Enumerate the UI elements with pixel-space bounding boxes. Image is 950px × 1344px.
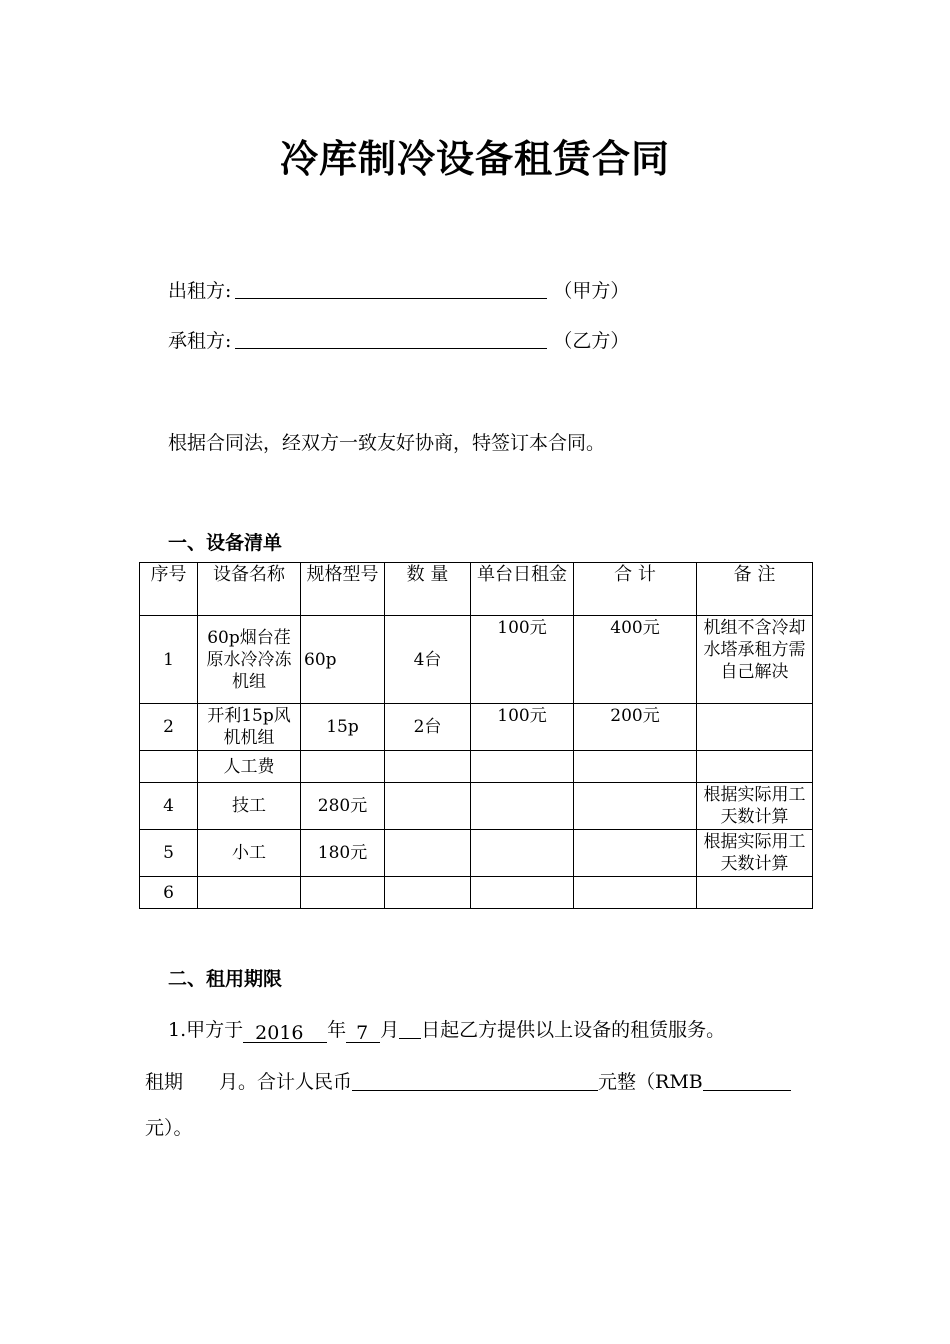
row-equipment-name: 小工 (198, 830, 301, 877)
term-unit: 月。合计人民币 (219, 1071, 353, 1093)
row-equipment-name: 开利15p风机机组 (198, 704, 301, 751)
row-daily-rent (471, 877, 574, 909)
month-unit: 月 (380, 1019, 400, 1041)
row-remark: 机组不含冷却水塔承租方需自己解决 (697, 616, 813, 704)
row-index: 6 (140, 877, 198, 909)
intro-paragraph: 根据合同法，经双方一致友好协商，特签订本合同。 (168, 432, 606, 454)
table-row (140, 704, 813, 751)
row-total (574, 783, 697, 830)
row-spec (301, 877, 385, 909)
row-quantity: 4台 (385, 616, 471, 704)
row-daily-rent (471, 783, 574, 830)
lessee-suffix: （乙方） (553, 330, 630, 352)
row-remark: 根据实际用工天数计算 (697, 830, 813, 877)
clause-1-line-3: 元）。 (145, 1117, 193, 1139)
row-spec: 180元 (301, 830, 385, 877)
contract-title: 冷库制冷设备租赁合同 (279, 137, 670, 181)
clause-1-line-2 (145, 1066, 791, 1096)
header-cell: 序号 (140, 563, 198, 616)
row-quantity (385, 877, 471, 909)
start-year-field[interactable]: 2016 (243, 1019, 327, 1043)
row-index: 2 (140, 704, 198, 751)
row-equipment-name: 60p烟台荏原水冷冷冻机组 (198, 616, 301, 704)
lessor-blank[interactable] (235, 276, 547, 299)
row-spec: 60p (301, 616, 385, 704)
amount-rmb-field[interactable] (352, 1066, 598, 1091)
header-cell: 规格型号 (301, 563, 385, 616)
lessee-blank[interactable] (235, 326, 547, 349)
lessee-line (168, 326, 629, 356)
row-remark: 根据实际用工天数计算 (697, 783, 813, 830)
table-row (140, 783, 813, 830)
lessor-suffix: （甲方） (553, 280, 630, 302)
table-row (140, 830, 813, 877)
amount-rmb-number-field[interactable] (703, 1066, 791, 1091)
row-total: 200元 (574, 704, 697, 751)
section-2-heading: 二、租用期限 (168, 968, 283, 990)
clause-1-line-1 (168, 1014, 725, 1044)
table-row (140, 616, 813, 704)
table-header-row (140, 563, 813, 616)
start-day-field[interactable] (399, 1014, 421, 1039)
table-row (140, 877, 813, 909)
row-quantity: 2台 (385, 704, 471, 751)
day-unit: 日起乙方提供以上设备的租赁服务。 (421, 1019, 726, 1041)
row-total (574, 830, 697, 877)
row-total (574, 751, 697, 783)
year-unit: 年 (327, 1019, 347, 1041)
row-remark (697, 751, 813, 783)
row-spec: 280元 (301, 783, 385, 830)
row-index: 4 (140, 783, 198, 830)
row-remark (697, 877, 813, 909)
amount-unit: 元整（RMB (598, 1071, 703, 1093)
equipment-table (139, 562, 813, 909)
row-spec (301, 751, 385, 783)
header-cell: 设备名称 (198, 563, 301, 616)
section-1-heading: 一、设备清单 (168, 532, 283, 554)
row-quantity (385, 830, 471, 877)
row-quantity (385, 783, 471, 830)
row-equipment-name: 技工 (198, 783, 301, 830)
header-cell: 合 计 (574, 563, 697, 616)
header-cell: 数 量 (385, 563, 471, 616)
row-total: 400元 (574, 616, 697, 704)
row-total (574, 877, 697, 909)
row-daily-rent (471, 830, 574, 877)
row-quantity (385, 751, 471, 783)
clause-1-prefix: 1.甲方于 (168, 1019, 244, 1041)
start-month-field[interactable]: 7 (346, 1019, 380, 1043)
table-row (140, 751, 813, 783)
row-daily-rent: 100元 (471, 704, 574, 751)
header-cell: 备 注 (697, 563, 813, 616)
row-remark (697, 704, 813, 751)
row-equipment-name: 人工费 (198, 751, 301, 783)
lessee-label: 承租方: (168, 330, 232, 352)
row-index (140, 751, 198, 783)
term-label: 租期 (145, 1071, 184, 1093)
lessor-line (168, 276, 629, 306)
lessor-label: 出租方: (168, 280, 232, 302)
row-index: 5 (140, 830, 198, 877)
header-cell: 单台日租金 (471, 563, 574, 616)
row-daily-rent: 100元 (471, 616, 574, 704)
row-spec: 15p (301, 704, 385, 751)
row-index: 1 (140, 616, 198, 704)
row-equipment-name (198, 877, 301, 909)
row-daily-rent (471, 751, 574, 783)
